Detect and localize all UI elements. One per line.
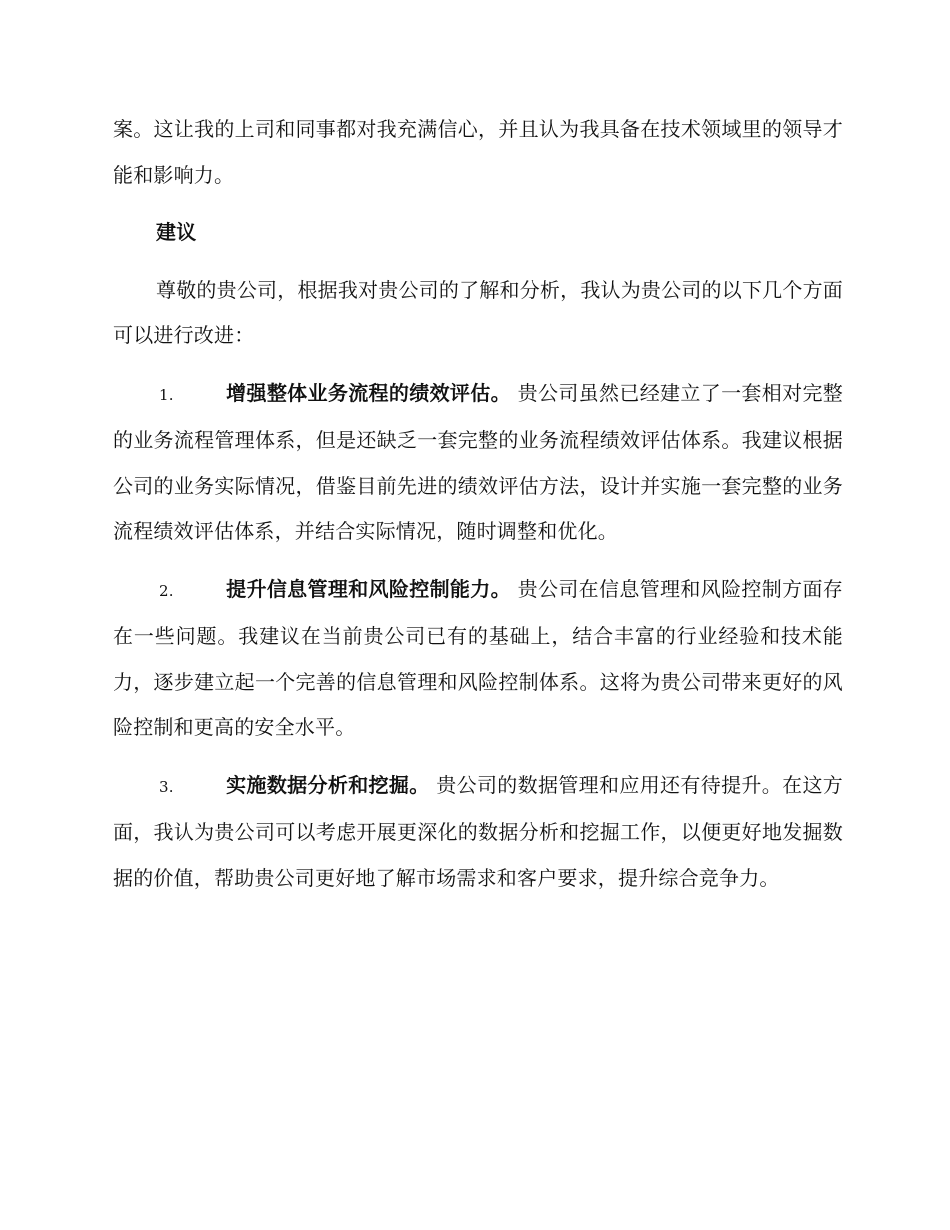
list-text: 贵公司的数据管理和应用还有待提升。在这方面，我认为贵公司可以考虑开展更深化的数据分析和挖掘工作，以便更好地发掘数据的价值，帮助贵公司更好地了解市场需求和客户要求，提升综合竞争力。 xyxy=(113,772,844,890)
list-item xyxy=(113,371,843,555)
document-page xyxy=(113,107,843,901)
list-lead: 增强整体业务流程的绩效评估。 xyxy=(226,380,511,405)
list-number: 2. xyxy=(159,581,174,600)
list-item xyxy=(113,763,843,902)
section-heading: 建议 xyxy=(156,220,197,244)
list-item xyxy=(113,567,843,751)
list-text: 贵公司在信息管理和风险控制方面存在一些问题。我建议在当前贵公司已有的基础上，结合丰富的行业经验和技术能力，逐步建立起一个完善的信息管理和风险控制体系。这将为贵公司带来更好的风险控制和更高的安全水平。 xyxy=(113,576,843,739)
list-lead: 实施数据分析和挖掘。 xyxy=(226,772,430,797)
intro-continuation: 案。这让我的上司和同事都对我充满信心，并且认为我具备在技术领域里的领导才能和影响力。 xyxy=(113,117,843,187)
list-number: 1. xyxy=(159,385,174,404)
intro-paragraph: 尊敬的贵公司，根据我对贵公司的了解和分析，我认为贵公司的以下几个方面可以进行改进： xyxy=(113,277,843,347)
list-number: 3. xyxy=(159,777,174,796)
list-lead: 提升信息管理和风险控制能力。 xyxy=(226,576,511,601)
list-text: 贵公司虽然已经建立了一套相对完整的业务流程管理体系，但是还缺乏一套完整的业务流程绩效评估体系。我建议根据公司的业务实际情况，借鉴目前先进的绩效评估方法，设计并实施一套完整的业务流程绩效评估体系，并结合实际情况，随时调整和优化。 xyxy=(113,380,843,543)
